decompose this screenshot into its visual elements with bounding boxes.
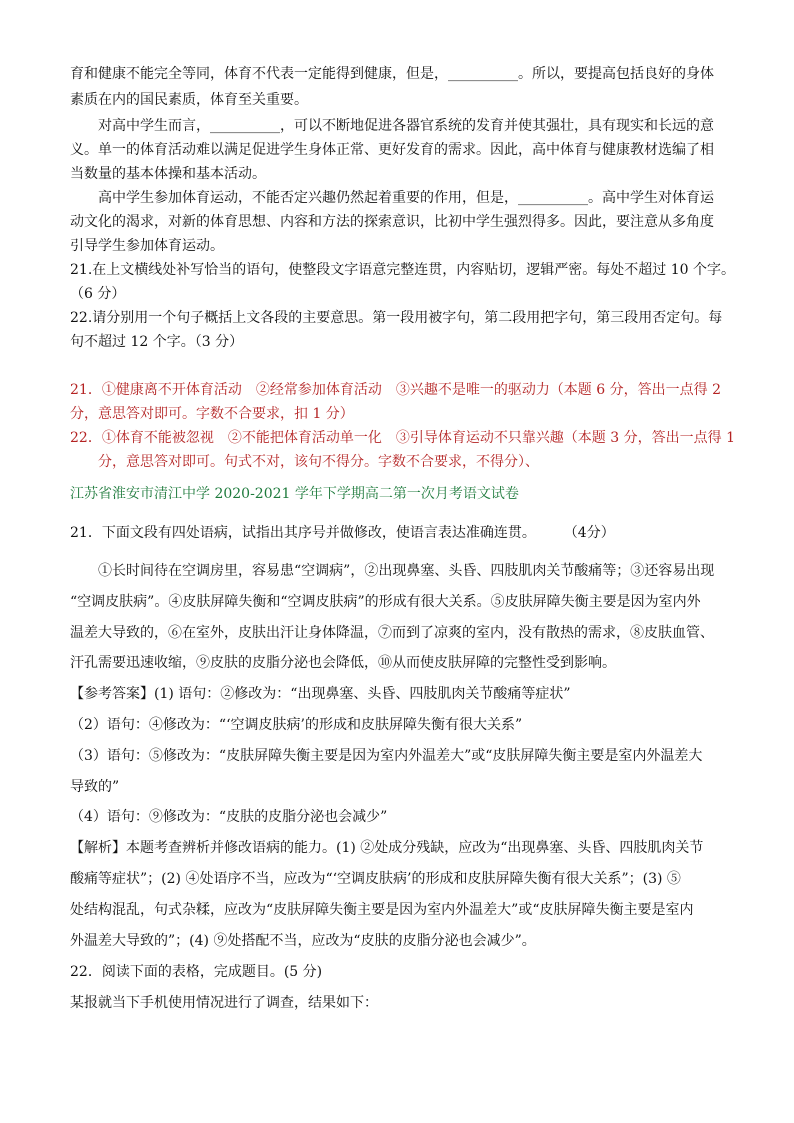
answer-22-cont: 分，意思答对即可。句式不对，该句不得分。字数不合要求，不得分）、 <box>98 454 539 470</box>
passage-line: 素质在内的国民素质，体育至关重要。 <box>70 92 308 108</box>
answer-22: 22．①体育不能被忽视 ②不能把体育活动单一化 ③引导体育运动不只靠兴趣（本题 3 分，答出一点得 1 <box>70 430 735 446</box>
passage-line: 义。单一的体育活动难以满足促进学生身体正常、更好发育的需求。因此，高中体育与健康教材选编了相 <box>70 142 714 158</box>
survey-intro: 某报就当下手机使用情况进行了调查，结果如下： <box>70 995 378 1011</box>
source-heading: 江苏省淮安市清江中学 2020-2021 学年下学期高二第一次月考语文试卷 <box>70 486 519 502</box>
passage-line: 高中学生参加体育运动，不能否定兴趣仍然起着重要的作用，但是，__________。高中学生对体育运 <box>98 190 714 206</box>
analysis-line: 处结构混乱，句式杂糅，应改为“皮肤屏障失衡主要是因为室内外温差大”或“皮肤屏障失衡主要是室内 <box>70 902 694 918</box>
passage-line: 动文化的渴求，对新的体育思想、内容和方法的探索意识，比初中学生强烈得多。因此，要注意从多角度 <box>70 214 714 230</box>
question-21-score: （6 分） <box>70 286 126 302</box>
passage-b-line: “空调皮肤病”。④皮肤屏障失衡和“空调皮肤病”的形成有很大关系。⑤皮肤屏障失衡主要是因为室内外 <box>70 594 701 610</box>
answer-21: 21．①健康离不开体育活动 ②经常参加体育活动 ③兴趣不是唯一的驱动力（本题 6 分，答出一点得 2 <box>70 382 721 398</box>
reference-answer-2: （2）语句：④修改为：“‘空调皮肤病’的形成和皮肤屏障失衡有很大关系” <box>70 717 523 733</box>
analysis-line: 酸痛等症状”；(2) ④处语序不当，应改为“‘空调皮肤病’的形成和皮肤屏障失衡有很大关系”；(3) ⑤ <box>70 871 681 887</box>
passage-b-line: 汗孔需要迅速收缩，⑨皮肤的皮脂分泌也会降低，⑩从而使皮肤屏障的完整性受到影响。 <box>70 655 616 671</box>
reference-answer-4: （4）语句：⑨修改为：“皮肤的皮脂分泌也会减少” <box>70 809 388 825</box>
passage-line: 对高中学生而言，__________，可以不断地促进各器官系统的发育并使其强壮，具有现实和长远的意 <box>98 118 714 134</box>
reference-answer-3-cont: 导致的” <box>70 779 120 795</box>
question-22b: 22．阅读下面的表格，完成题目。(5 分) <box>70 964 323 980</box>
reference-answer: 【参考答案】(1) 语句：②修改为：“出现鼻塞、头昏、四肢肌肉关节酸痛等症状” <box>70 686 571 702</box>
analysis-line: 外温差大导致的”；(4) ⑨处搭配不当，应改为“皮肤的皮脂分泌也会减少”。 <box>70 933 536 949</box>
question-22: 22.请分别用一个句子概括上文各段的主要意思。第一段用被字句，第二段用把字句，第三段用否定句。每 <box>70 310 723 326</box>
passage-line: 育和健康不能完全等同，体育不代表一定能得到健康，但是，__________。所以，要提高包括良好的身体 <box>70 66 714 82</box>
passage-line: 引导学生参加体育运动。 <box>70 238 224 254</box>
question-21b: 21．下面文段有四处语病，试指出其序号并做修改，使语言表达准确连贯。 （4分） <box>70 525 615 541</box>
passage-b-line: ①长时间待在空调房里，容易患“空调病”，②出现鼻塞、头昏、四肢肌肉关节酸痛等；③还容易出现 <box>98 563 715 579</box>
passage-b-line: 温差大导致的，⑥在室外，皮肤出汗让身体降温，⑦而到了凉爽的室内，没有散热的需求，⑧皮肤血管、 <box>70 625 714 641</box>
passage-line: 当数量的基本体操和基本活动。 <box>70 166 266 182</box>
question-22-cont: 句不超过 12 个字。（3 分） <box>70 334 244 350</box>
analysis: 【解析】本题考查辨析并修改语病的能力。(1) ②处成分残缺，应改为“出现鼻塞、头昏、四肢肌肉关节 <box>70 840 704 856</box>
reference-answer-3: （3）语句：⑤修改为：“皮肤屏障失衡主要是因为室内外温差大”或“皮肤屏障失衡主要是室内外温差大 <box>70 748 703 764</box>
question-21: 21.在上文横线处补写恰当的语句，使整段文字语意完整连贯，内容贴切，逻辑严密。每处不超过 10 个字。 <box>70 262 735 278</box>
answer-21-cont: 分，意思答对即可。字数不合要求，扣 1 分） <box>70 406 354 422</box>
